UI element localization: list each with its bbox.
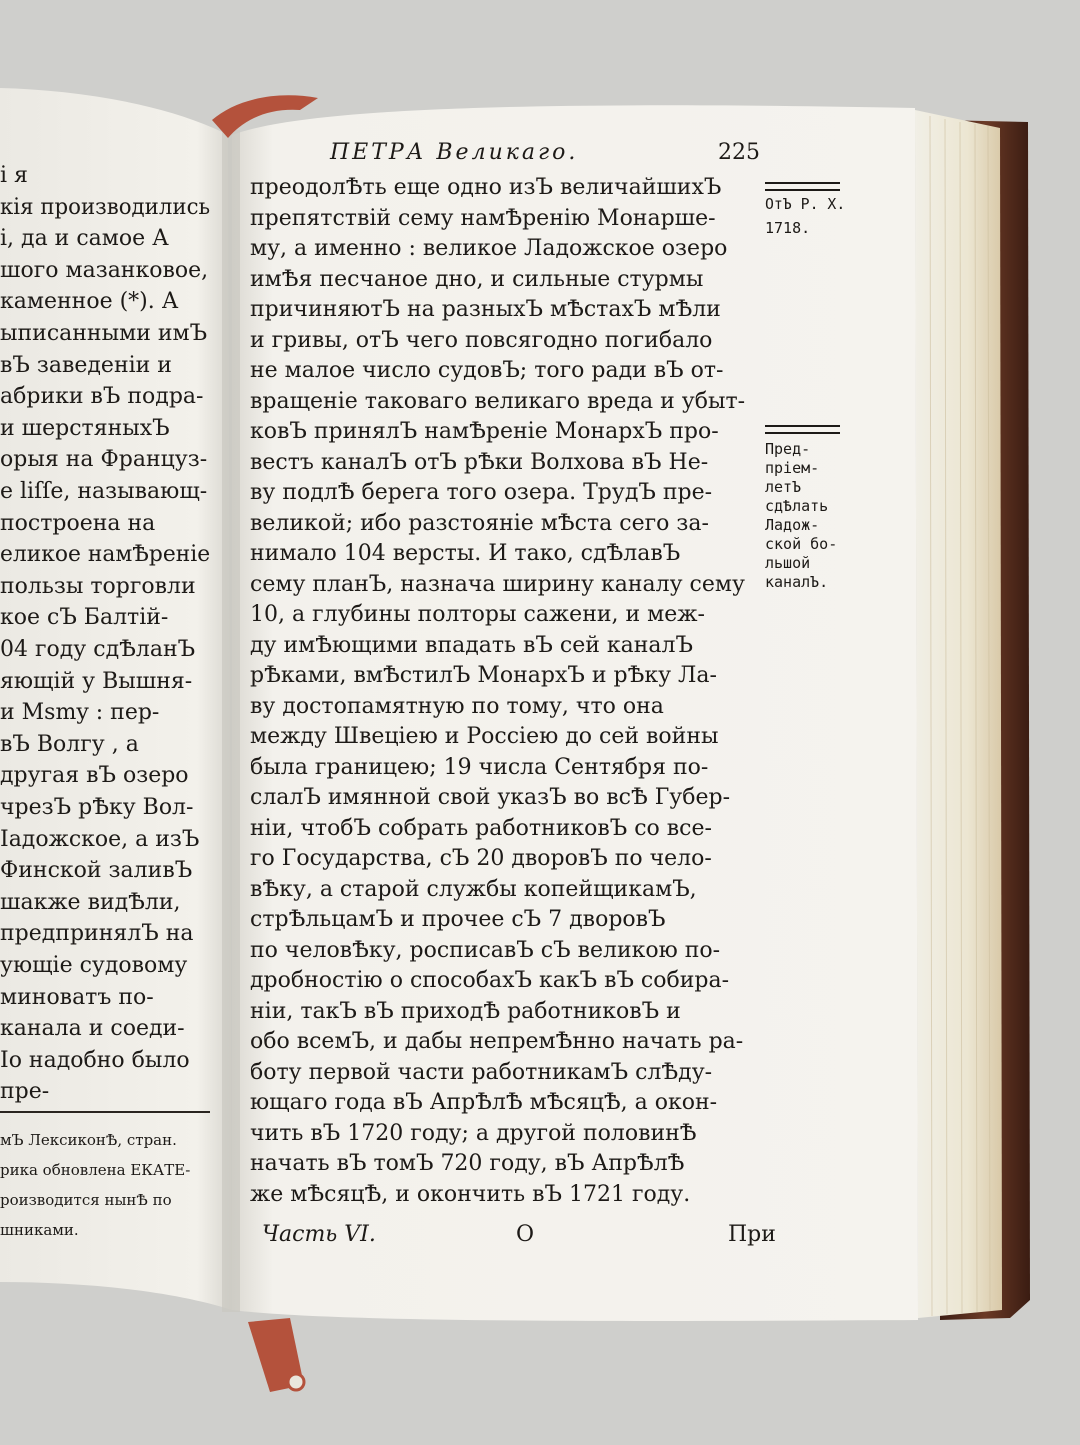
left-page-line: шого мазанковое,	[0, 257, 209, 283]
body-line: не малое число судовЪ; того ради вЪ от-	[250, 358, 724, 383]
body-line: го Государства, сЪ 20 дворовЪ по чело-	[250, 846, 712, 871]
body-line: же мѢсяцѢ, и окончить вЪ 1721 году.	[250, 1181, 691, 1207]
left-page-line: і я	[0, 163, 28, 188]
catchword: При	[728, 1222, 776, 1247]
body-line: рѢками, вмѢстилЪ МонархЪ и рѢку Ла-	[250, 663, 717, 688]
left-footnote-line: шниками.	[0, 1221, 79, 1239]
left-page-line: пользы торговли	[0, 573, 196, 599]
left-page-line: другая вЪ озеро	[0, 763, 189, 789]
body-line: нимало 104 версты. И тако, сдѢлавЪ	[250, 541, 681, 566]
left-page-line: и Msmy : пер-	[0, 700, 160, 726]
body-line: дробностію о способахЪ какЪ вЪ собира-	[250, 968, 730, 993]
body-line: 10, а глубины полторы сажени, и меж-	[250, 602, 705, 627]
gutter-shadow	[222, 130, 240, 1312]
margin-note-line: сдѢлать	[765, 497, 829, 515]
body-line: ніи, чтобЪ собрать работниковЪ со все-	[250, 815, 712, 841]
left-page-line: ующіе судовому	[0, 953, 188, 978]
left-page-line: Финской заливЪ	[0, 858, 193, 884]
margin-note-line: пріем-	[765, 459, 820, 477]
page-number: 225	[718, 140, 760, 165]
body-line: вѢку, а старой службы копейщикамЪ,	[250, 876, 697, 902]
left-page-line: миноватъ по-	[0, 984, 154, 1010]
left-page-line: 04 году сдѢланЪ	[0, 637, 196, 662]
body-line: обо всемЪ, и дабы непремѢнно начать ра-	[250, 1029, 744, 1054]
body-line: ковЪ принялЪ намѢреніе МонархЪ про-	[250, 419, 719, 444]
body-line: великой; ибо разстояніе мѢста сего за-	[250, 510, 709, 536]
left-page-line: вЪ Волгу , а	[0, 731, 139, 757]
body-line: и гривы, отЪ чего повсягодно погибало	[250, 327, 713, 353]
body-line: между Швеціею и Россіею до сей войны	[250, 724, 719, 749]
left-page-line: і, да и самое А	[0, 226, 169, 252]
margin-note-line: льшой	[765, 554, 811, 572]
body-line: чить вЪ 1720 году; а другой половинѢ	[250, 1120, 697, 1146]
gathering-signature: О	[516, 1222, 535, 1247]
left-page-line: каменное (*). А	[0, 289, 179, 315]
running-head: ПЕТРА Великаго.	[330, 140, 579, 165]
left-footnote-line: роизводится нынѢ по	[0, 1191, 172, 1209]
margin-note-line: летЪ	[765, 478, 802, 496]
left-page-line: яющій у Вышня-	[0, 668, 193, 694]
left-page-line: e liſſe, называющ-	[0, 479, 208, 504]
body-line: начать вЪ томЪ 720 году, вЪ АпрѢлѢ	[250, 1151, 685, 1176]
left-page-line: Іо надобно было	[0, 1047, 190, 1073]
body-line: преодолѢть еще одно изЪ величайшихЪ	[250, 175, 722, 200]
left-page-line: и шерстяныхЪ	[0, 415, 170, 441]
body-line: му, а именно : великое Ладожское озеро	[250, 236, 728, 261]
body-line: ву подлѢ берега того озера. ТрудЪ пре-	[250, 480, 713, 505]
margin-note-line: 1718.	[765, 219, 811, 237]
body-line: стрѢльцамЪ и прочее сЪ 7 дворовЪ	[250, 907, 666, 932]
left-page-line: построена на	[0, 510, 156, 536]
volume-signature: Часть VI.	[262, 1222, 376, 1247]
left-page-line: предпринялЪ на	[0, 921, 194, 947]
body-line: вестъ каналЪ отЪ рѢки Волхова вЪ Не-	[250, 449, 709, 475]
left-page-line: ыписанными имЪ	[0, 321, 208, 346]
margin-note-line: Пред-	[765, 440, 811, 458]
left-page-line: канала и соеди-	[0, 1016, 185, 1042]
body-line: ду имѢющими впадать вЪ сей каналЪ	[250, 632, 693, 658]
margin-note-line: ОтЪ Р. Х.	[765, 195, 846, 213]
body-line: сему планЪ, назнача ширину каналу сему	[250, 571, 745, 597]
left-footnote-line: рика обновлена ЕКАТЕ-	[0, 1161, 191, 1179]
body-line: имѢя песчаное дно, и сильные стурмы	[250, 266, 704, 292]
body-line: слалЪ имянной свой указЪ во всѢ Губер-	[250, 785, 731, 810]
left-page-line: пре-	[0, 1079, 50, 1105]
left-page-line: чрезЪ рѢку Вол-	[0, 795, 194, 820]
body-line: вращеніе таковаго великаго вреда и убыт-	[250, 388, 746, 414]
body-line: ву достопамятную по тому, что она	[250, 693, 664, 719]
margin-note-line: Ладож-	[765, 516, 820, 534]
margin-note-line: каналЪ.	[765, 573, 829, 591]
left-page-line: шакже видѢли,	[0, 889, 181, 915]
left-page-line: вЪ заведеніи и	[0, 352, 172, 378]
body-line: ніи, такЪ вЪ приходѢ работниковЪ и	[250, 998, 681, 1024]
margin-note-line: ской бо-	[765, 535, 838, 553]
body-line: ющаго года вЪ АпрѢлѢ мѢсяцѢ, а окон-	[250, 1090, 718, 1115]
left-page-line: абрики вЪ подра-	[0, 384, 204, 410]
body-line: боту первой части работникамЪ слѢду-	[250, 1059, 713, 1085]
body-line: причиняютЪ на разныхЪ мѢстахЪ мѢли	[250, 297, 721, 322]
left-page-line: орыя на Француз-	[0, 447, 208, 473]
left-footnote-line: мЪ ЛексиконѢ, стран.	[0, 1131, 177, 1149]
left-page-line: Іадожское, а изЪ	[0, 826, 200, 852]
left-page-line: кое сЪ Балтій-	[0, 605, 169, 631]
body-line: препятствій сему намѢренію Монарше-	[250, 205, 716, 231]
body-line: была границею; 19 числа Сентября по-	[250, 754, 709, 780]
left-page-line: еликое намѢреніе	[0, 542, 211, 568]
body-line: по человѢку, росписавЪ сЪ великою по-	[250, 937, 721, 963]
left-page-line: кія производились	[0, 194, 211, 220]
